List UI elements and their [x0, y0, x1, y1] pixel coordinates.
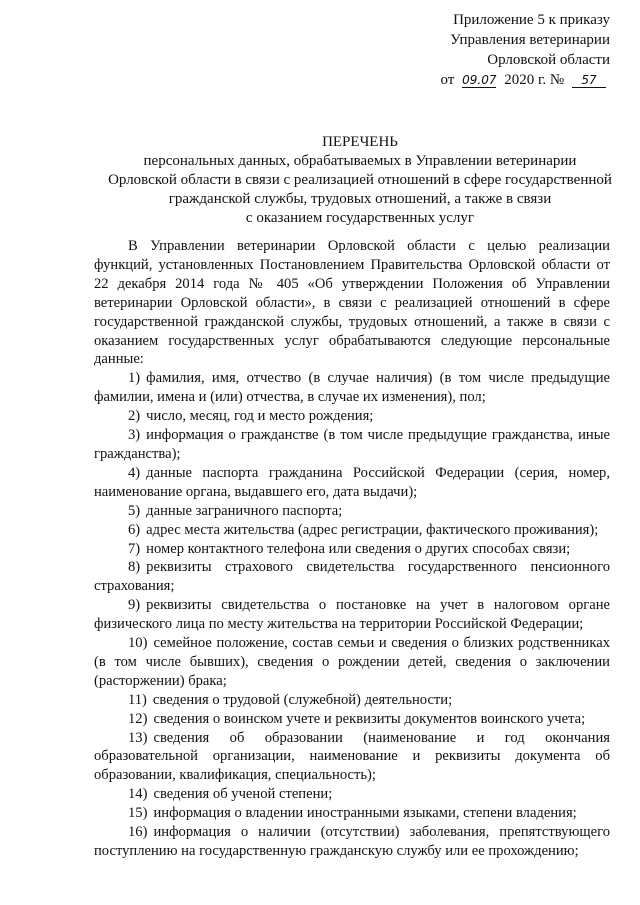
list-item	[94, 464, 610, 502]
list-item	[94, 540, 610, 559]
list-item	[94, 785, 610, 804]
item-text: сведения об образовании (наименование и год окончания образовательной организации, наименование и реквизиты документа об образовании, квалификация, специальность);	[94, 729, 610, 784]
year-text: 2020 г. №	[504, 72, 565, 88]
item-text: данные заграничного паспорта;	[146, 502, 343, 519]
title-line-3: гражданской службы, трудовых отношений, а также в связи	[168, 191, 552, 207]
item-number: 7)	[128, 540, 141, 557]
title-heading: ПЕРЕЧЕНЬ	[322, 134, 398, 150]
item-number: 13)	[128, 729, 148, 746]
item-text: фамилия, имя, отчество (в случае наличия) (в том числе предыдущие фамилии, имена и (или) отчества, в случае их изменения), пол;	[94, 370, 610, 406]
order-date-line	[441, 70, 611, 90]
list-item	[94, 407, 610, 426]
list-item	[94, 691, 610, 710]
intro-paragraph: В Управлении ветеринарии Орловской области с целью реализации функций, установленных Постановлением Правительства Орловской области от 22 декабря 2014 года № 405 «Об утверждении Положения об Управлении ветеринарии Орловской области», в связи с реализацией отношений в сфере государственной гражданской службы, трудовых отношений, а также в связи с оказанием государственных услуг обрабатываются следующие персональные данные:	[94, 238, 610, 368]
list-item	[94, 710, 610, 729]
title-line-4: с оказанием государственных услуг	[245, 210, 475, 226]
item-number: 15)	[128, 805, 148, 822]
item-text: число, месяц, год и место рождения;	[146, 408, 374, 425]
date-prefix: от	[440, 72, 455, 88]
list-item	[94, 804, 610, 823]
document-body	[94, 237, 610, 861]
item-text: сведения об ученой степени;	[153, 786, 333, 803]
item-text: информация о гражданстве (в том числе предыдущие гражданства, иные гражданства);	[94, 427, 610, 462]
item-text: сведения о воинском учете и реквизиты документов воинского учета;	[153, 710, 586, 727]
appendix-line-2: Управления ветеринарии	[450, 32, 610, 48]
appendix-line-3: Орловской области	[487, 52, 610, 68]
document-title	[100, 133, 620, 228]
item-number: 4)	[128, 464, 141, 481]
item-text: адрес места жительства (адрес регистрации, фактического проживания);	[146, 521, 599, 538]
handwritten-date: 09.07	[462, 73, 497, 87]
appendix-line-1: Приложение 5 к приказу	[453, 12, 610, 28]
item-number: 12)	[128, 710, 148, 727]
title-line-1: персональных данных, обрабатываемых в Управлении ветеринарии	[143, 153, 577, 169]
list-item	[94, 558, 610, 596]
list-item	[94, 426, 610, 464]
list-item	[94, 729, 610, 786]
list-item	[94, 369, 610, 407]
list-item	[94, 634, 610, 691]
item-text: реквизиты свидетельства о постановке на учет в налоговом органе физического лица по месту жительства на территории Российской Федерации;	[94, 597, 610, 633]
item-number: 5)	[128, 502, 141, 519]
item-text: номер контактного телефона или сведения о других способах связи;	[146, 540, 571, 557]
list-item	[94, 521, 610, 540]
item-number: 11)	[128, 691, 147, 708]
item-number: 10)	[128, 635, 148, 652]
item-text: реквизиты страхового свидетельства государственного пенсионного страхования;	[94, 559, 610, 595]
appendix-header	[441, 10, 611, 90]
item-number: 16)	[128, 824, 148, 841]
list-item	[94, 502, 610, 521]
item-number: 14)	[128, 786, 148, 803]
item-number: 8)	[128, 559, 141, 576]
item-text: семейное положение, состав семьи и сведения о близких родственниках (в том числе бывших), сведения о рождении детей, сведения о заключении (расторжении) брака;	[94, 635, 610, 689]
item-number: 6)	[128, 521, 141, 538]
item-text: информация о владении иностранными языками, степени владения;	[153, 805, 577, 822]
list-item	[94, 596, 610, 634]
item-text: сведения о трудовой (служебной) деятельности;	[152, 691, 453, 708]
item-number: 9)	[128, 597, 141, 614]
item-number: 3)	[128, 427, 141, 444]
item-number: 2)	[128, 408, 141, 425]
item-text: информация о наличии (отсутствии) заболевания, препятствующего поступлению на государственную гражданскую службу или ее прохождению;	[94, 824, 610, 859]
handwritten-number: 57	[572, 73, 606, 88]
item-number: 1)	[128, 370, 141, 387]
item-text: данные паспорта гражданина Российской Федерации (серия, номер, наименование органа, выдавшего его, дата выдачи);	[94, 464, 610, 500]
list-item	[94, 823, 610, 861]
title-line-2: Орловской области в связи с реализацией отношений в сфере государственной	[108, 172, 612, 188]
